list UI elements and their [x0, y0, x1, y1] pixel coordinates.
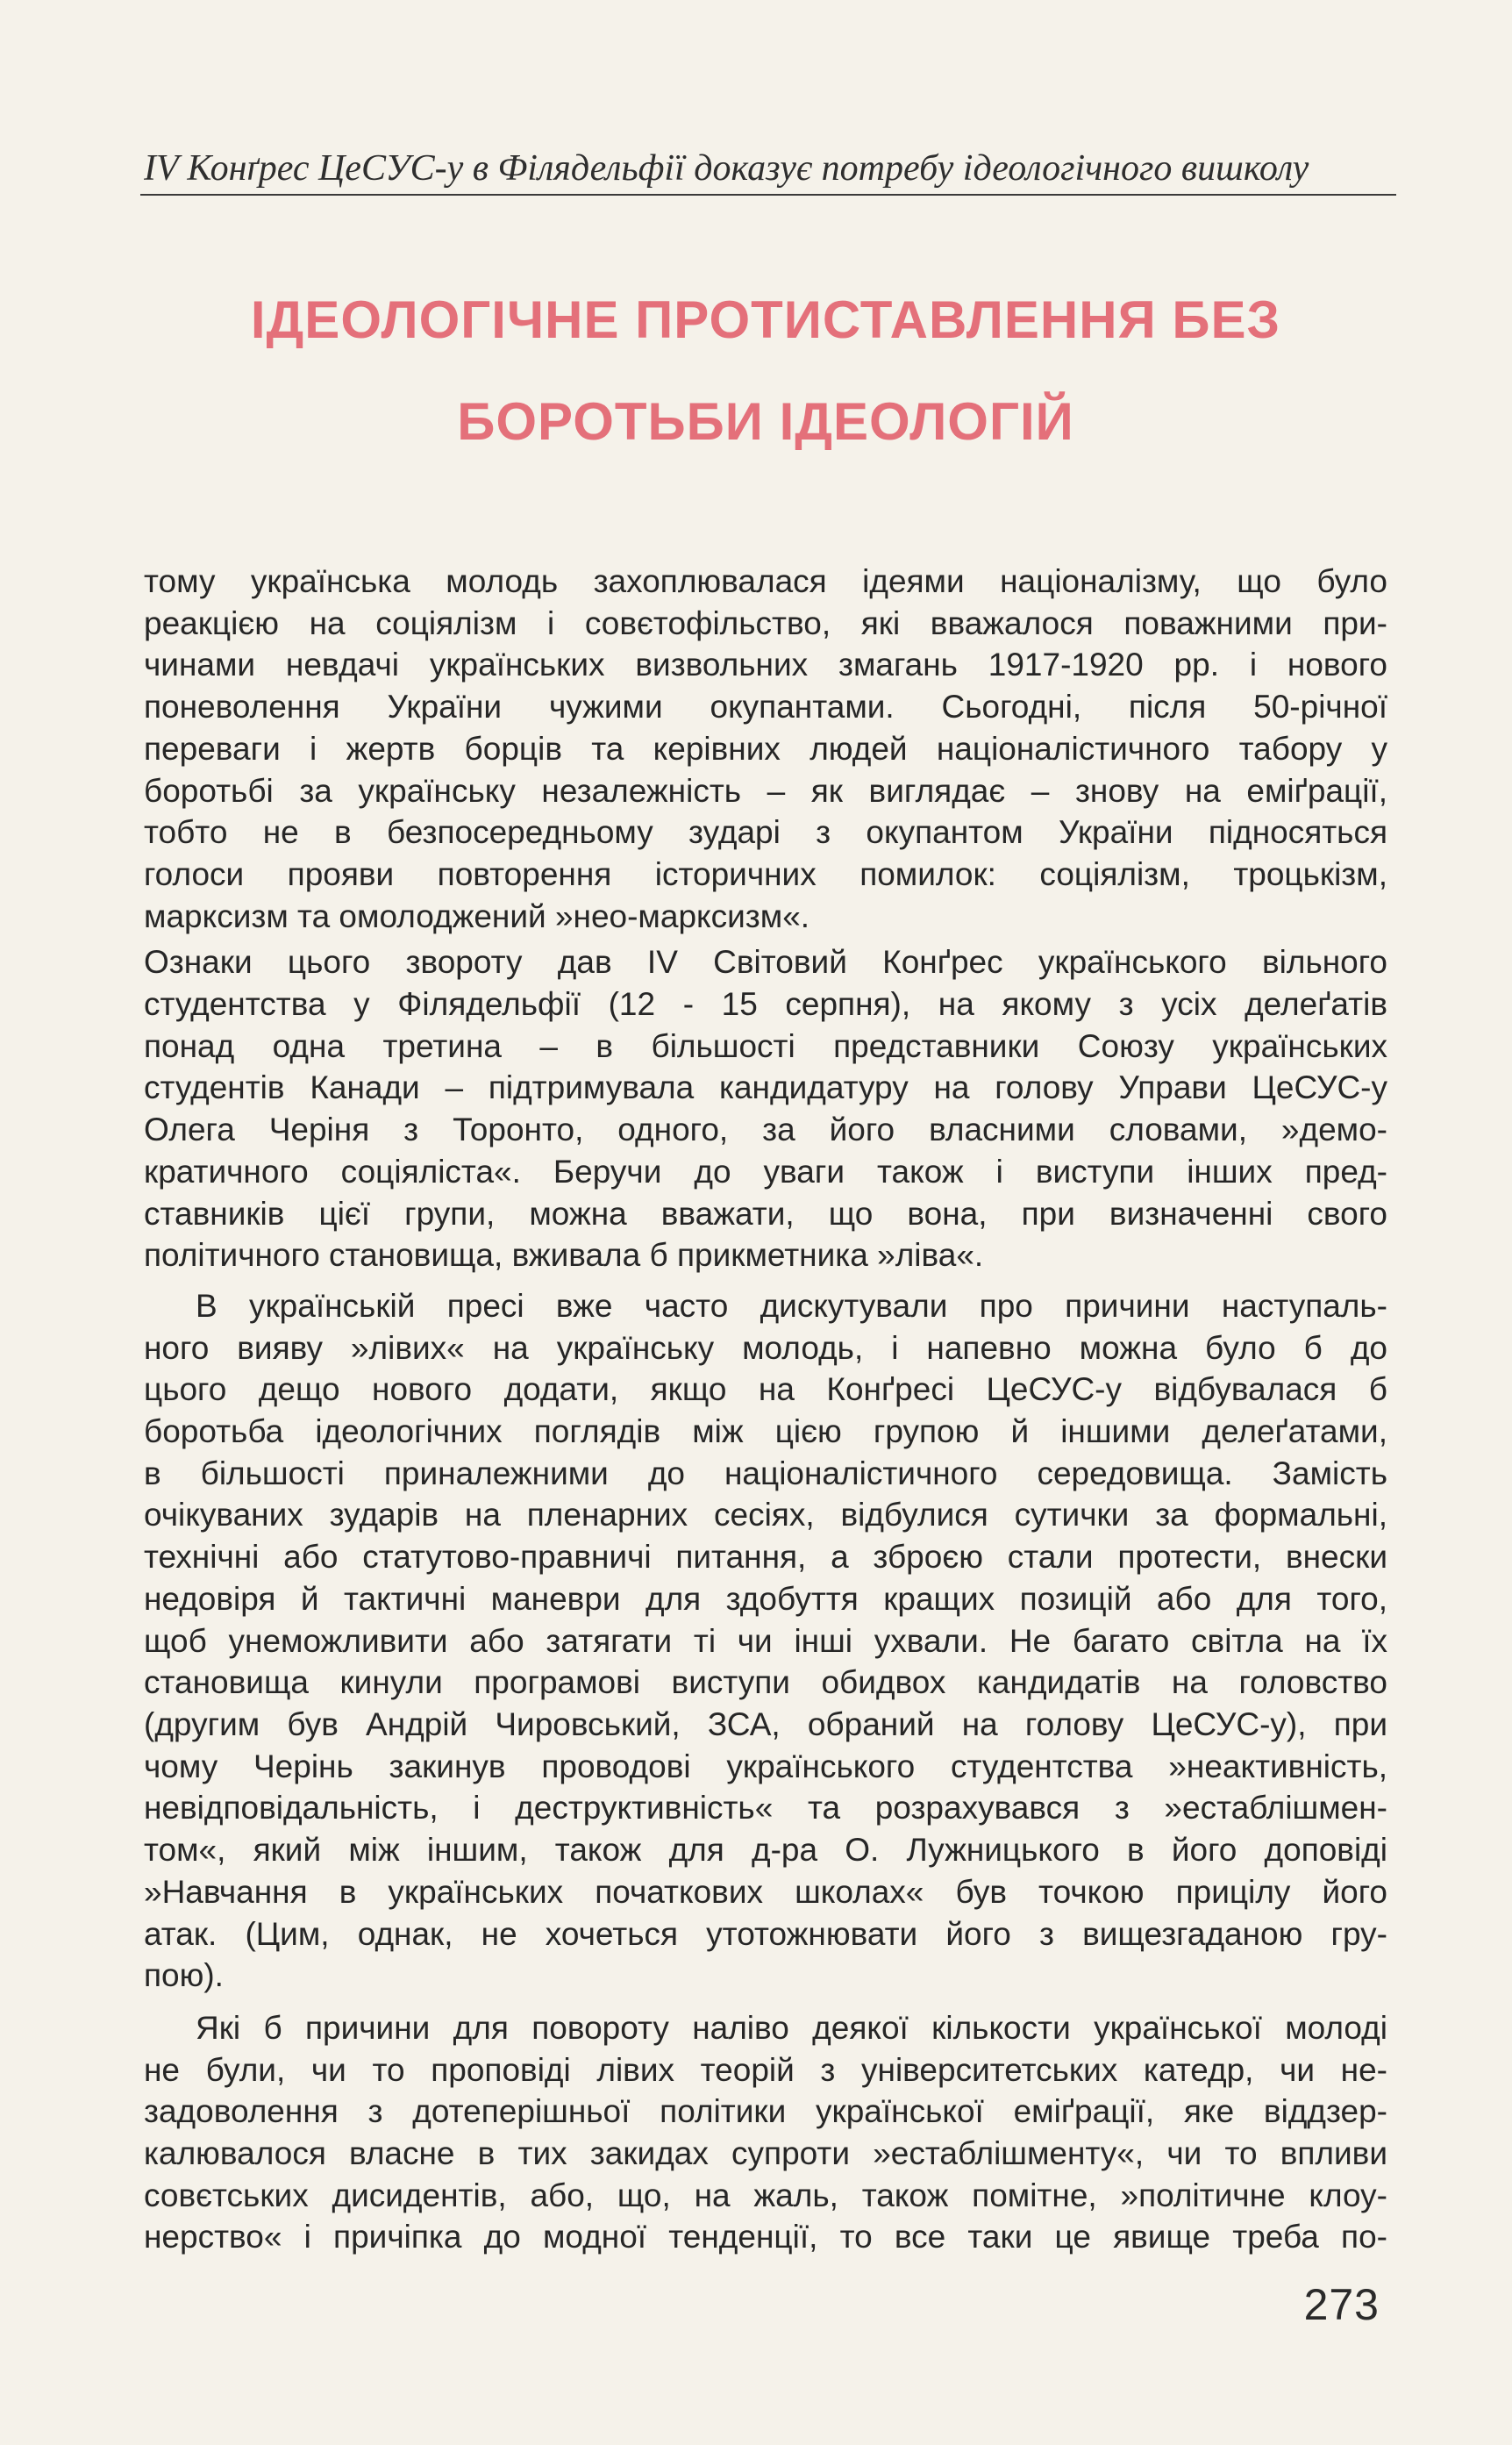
text-line: чому Черінь закинув проводові українського студентства »неактивність, [144, 1748, 1387, 1784]
text-line: переваги і жертв борців та керівних людей націоналістичного табору у [144, 730, 1387, 767]
page-number: 273 [1303, 2280, 1380, 2329]
text-line: Ознаки цього звороту дав IV Світовий Конґрес українського вільного [144, 944, 1387, 981]
paragraph [144, 2007, 1387, 2258]
text-line: В українській пресі вже часто дискутували про причини наступаль- [196, 1287, 1387, 1324]
text-line: недовіря й тактичні маневри для здобуття кращих позицій або для того, [144, 1580, 1387, 1617]
article-body [144, 561, 1387, 2258]
text-line: (другим був Андрій Чировський, ЗСА, обраний на голову ЦеСУС-у), при [144, 1705, 1387, 1742]
paragraph [144, 561, 1387, 937]
text-line: невідповідальність, і деструктивність« та розрахувався з »естаблішмен- [144, 1790, 1387, 1827]
text-line: цього дещо нового додати, якщо на Конґресі ЦеСУС-у відбувалася б [144, 1371, 1387, 1408]
text-line: тому українська молодь захоплювалася ідеями націоналізму, що було [144, 563, 1387, 599]
text-line: очікуваних зударів на пленарних сесіях, відбулися сутички за формальні, [144, 1497, 1387, 1533]
text-line: технічні або статутово-правничі питання, а зброєю стали протести, внески [144, 1539, 1387, 1576]
text-line: боротьба ідеологічних поглядів між цією групою й іншими делеґатами, [144, 1413, 1387, 1450]
title-line: ІДЕОЛОГІЧНЕ ПРОТИСТАВЛЕННЯ БЕЗ [250, 290, 1281, 349]
text-line: чинами невдачі українських визвольних змагань 1917-1920 рр. і нового [144, 647, 1387, 683]
text-line: студентів Канади – підтримувала кандидатуру на голову Управи ЦеСУС-у [144, 1069, 1387, 1106]
text-line: політичного становища, вживала б прикметника »ліва«. [144, 1237, 984, 1274]
text-line: Олега Черіня з Торонто, одного, за його власними словами, »демо- [144, 1112, 1387, 1148]
text-line: боротьбі за українську незалежність – як виглядає – знову на еміґрації, [144, 772, 1387, 809]
text-line: реакцією на соціялізм і совєтофільство, які вважалося поважними при- [144, 604, 1387, 641]
text-line: тобто не в безпосередньому зударі з окупантом України підносяться [144, 814, 1387, 851]
text-line: »Навчання в українських початкових школах« був точкою прицілу його [144, 1873, 1387, 1910]
text-line: нерство« і причіпка до модної тенденції, то все таки це явище треба по- [144, 2219, 1387, 2256]
text-line: пою). [144, 1957, 224, 1994]
text-line: становища кинули програмові виступи обидвох кандидатів на головство [144, 1664, 1387, 1701]
text-line: том«, який між іншим, також для д-ра О. Лужницького в його доповіді [144, 1832, 1387, 1869]
article-title [144, 269, 1387, 473]
text-line: калювалося власне в тих закидах супроти »естаблішменту«, чи то впливи [144, 2135, 1387, 2172]
text-line: Які б причини для повороту наліво деякої кількости української молоді [196, 2009, 1387, 2046]
text-line: понад одна третина – в більшості представники Союзу українських [144, 1027, 1387, 1064]
text-line: ставників цієї групи, можна вважати, що вона, при визначенні свого [144, 1195, 1387, 1232]
running-header: IV Конґрес ЦеСУС-у в Філядельфії доказує потребу ідеологічного вишколу [144, 148, 1309, 189]
text-line: атак. (Цим, однак, не хочеться утотожнювати його з вищезгаданою гру- [144, 1915, 1387, 1952]
text-line: щоб унеможливити або затягати ті чи інші ухвали. Не багато світла на їх [144, 1622, 1387, 1659]
text-line: студентства у Філядельфії (12 - 15 серпня), на якому з усіх делеґатів [144, 986, 1387, 1023]
text-line: задоволення з дотеперішньої політики української еміґрації, яке віддзер- [144, 2093, 1387, 2130]
text-line: марксизм та омолоджений »нео-марксизм«. [144, 897, 810, 934]
text-line: голоси прояви повторення історичних помилок: соціялізм, троцькізм, [144, 855, 1387, 892]
header-rule [140, 194, 1396, 196]
text-line: в більшості приналежними до націоналістичного середовища. Замість [144, 1455, 1387, 1491]
text-line: поневолення України чужими окупантами. Сьогодні, після 50-річної [144, 689, 1387, 726]
text-line: не були, чи то проповіді лівих теорій з університетських катедр, чи не- [144, 2051, 1387, 2088]
title-line: БОРОТЬБИ ІДЕОЛОГІЙ [457, 392, 1074, 451]
text-line: совєтських дисидентів, або, що, на жаль, також помітне, »політичне клоу- [144, 2177, 1387, 2213]
paragraph [144, 1285, 1387, 1997]
paragraph [144, 941, 1387, 1276]
text-line: ного вияву »лівих« на українську молодь, і напевно можна було б до [144, 1329, 1387, 1366]
text-line: кратичного соціяліста«. Беручи до уваги також і виступи інших пред- [144, 1153, 1387, 1190]
